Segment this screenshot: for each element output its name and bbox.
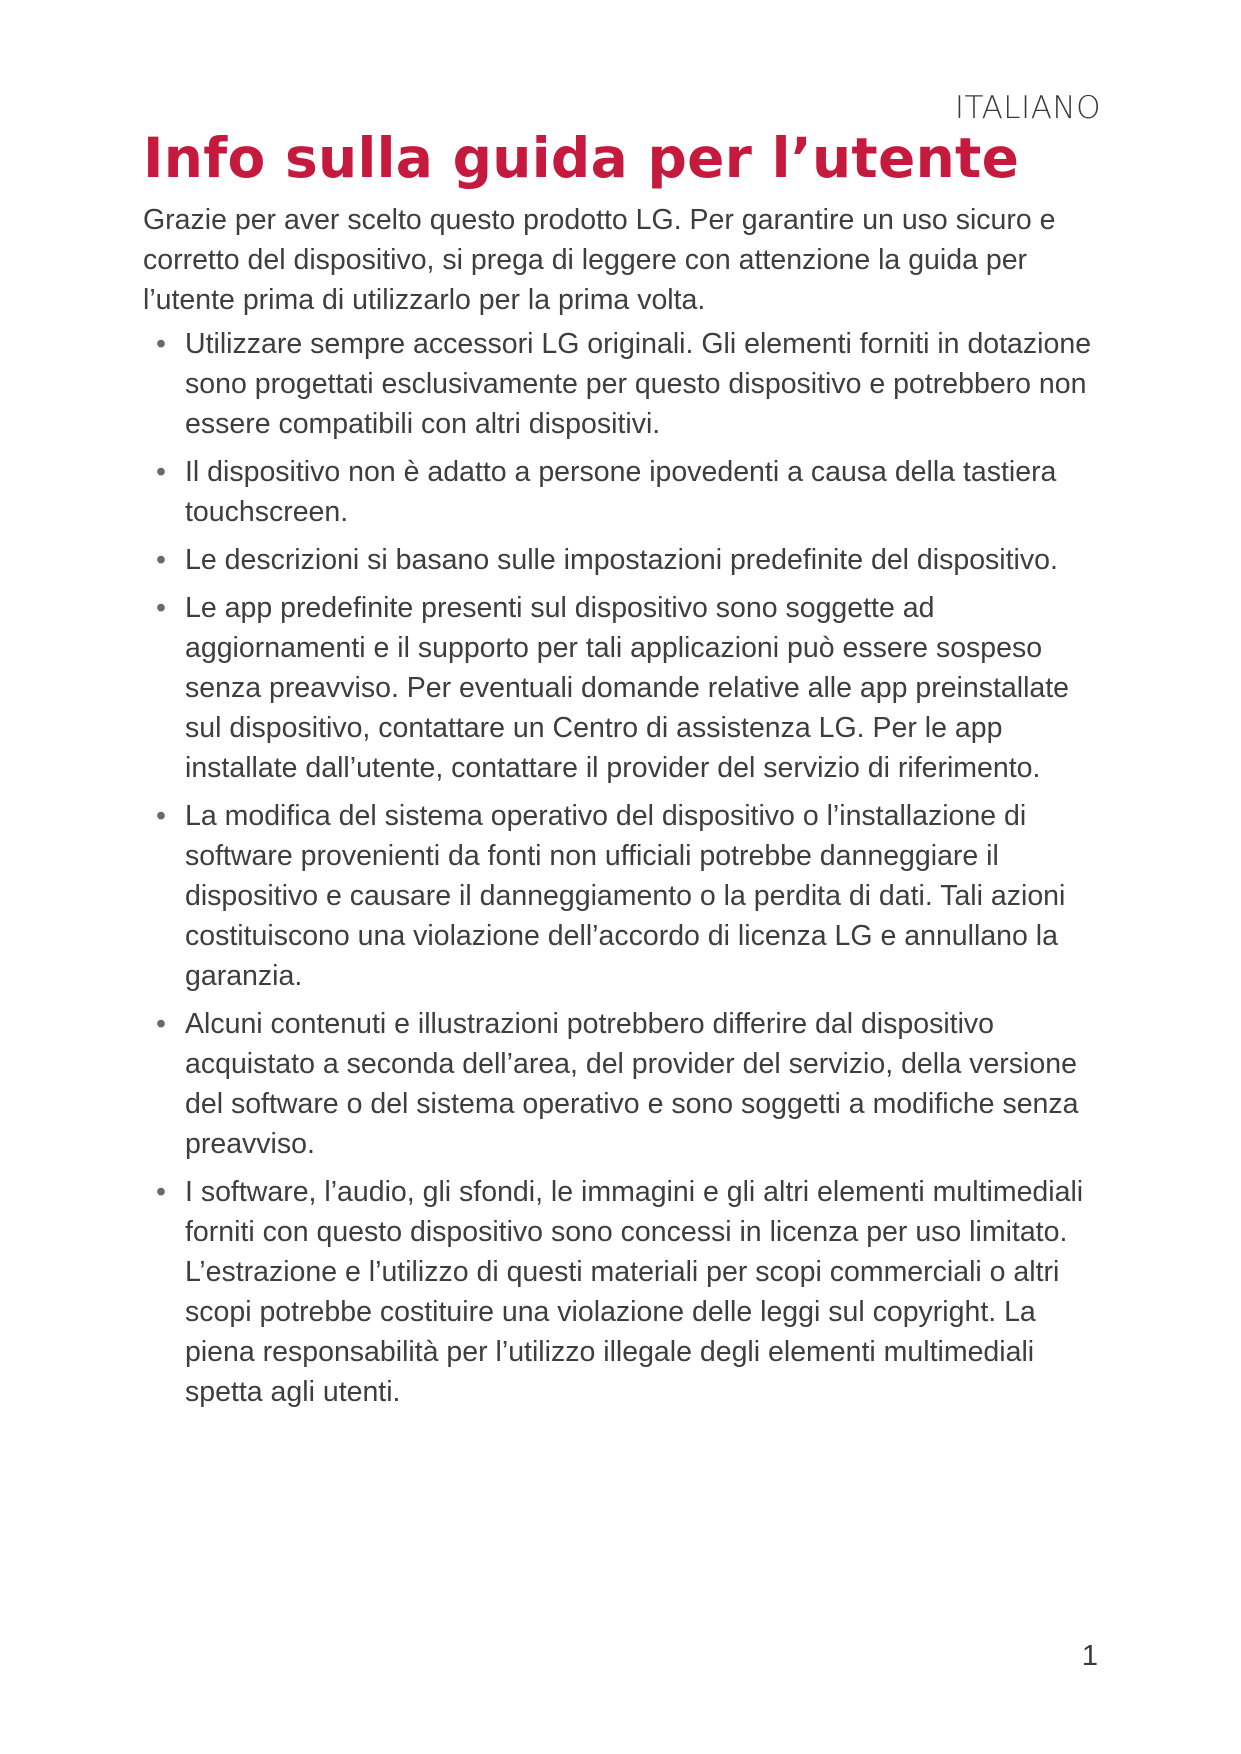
bullet-item <box>143 796 1103 996</box>
bullet-list <box>143 324 1103 1420</box>
bullet-text: Alcuni contenuti e illustrazioni potrebbero differire dal dispositivo acquistato a seconda dell’area, del provider del servizio, della versione del software o del sistema operativo e sono soggetti a modifiche senza preavviso. <box>185 1008 1079 1160</box>
bullet-icon: • <box>156 800 166 832</box>
bullet-icon: • <box>156 1008 166 1040</box>
page-number: 1 <box>1081 1640 1098 1672</box>
bullet-text: La modifica del sistema operativo del dispositivo o l’installazione di software provenienti da fonti non ufficiali potrebbe danneggiare il dispositivo e causare il danneggiamento o la perdita di dati. Tali azioni costituiscono una violazione dell’accordo di licenza LG e annullano la garanzia. <box>185 800 1066 992</box>
bullet-item <box>143 1004 1103 1164</box>
bullet-icon: • <box>156 328 166 360</box>
intro-paragraph: Grazie per aver scelto questo prodotto LG. Per garantire un uso sicuro e corretto del dispositivo, si prega di leggere con attenzione la guida per l’utente prima di utilizzarlo per la prima volta. <box>143 204 1056 316</box>
bullet-text: I software, l’audio, gli sfondi, le immagini e gli altri elementi multimediali forniti con questo dispositivo sono concessi in licenza per uso limitato. L’estrazione e l’utilizzo di questi materiali per scopi commerciali o altri scopi potrebbe costituire una violazione delle leggi sul copyright. La piena responsabilità per l’utilizzo illegale degli elementi multimediali spetta agli utenti. <box>185 1176 1084 1408</box>
bullet-text: Le descrizioni si basano sulle impostazioni predefinite del dispositivo. <box>185 544 1058 576</box>
bullet-item <box>143 540 1103 580</box>
bullet-text: Utilizzare sempre accessori LG originali. Gli elementi forniti in dotazione sono progettati esclusivamente per questo dispositivo e potrebbero non essere compatibili con altri dispositivi. <box>185 328 1092 440</box>
page-title: Info sulla guida per l’utente <box>143 126 1020 190</box>
bullet-icon: • <box>156 544 166 576</box>
language-label: ITALIANO <box>954 90 1101 126</box>
bullet-icon: • <box>156 1176 166 1208</box>
bullet-text: Il dispositivo non è adatto a persone ipovedenti a causa della tastiera touchscreen. <box>185 456 1057 528</box>
bullet-item <box>143 452 1103 532</box>
bullet-icon: • <box>156 456 166 488</box>
bullet-item <box>143 588 1103 788</box>
bullet-text: Le app predefinite presenti sul dispositivo sono soggette ad aggiornamenti e il supporto per tali applicazioni può essere sospeso senza preavviso. Per eventuali domande relative alle app preinstallate sul dispositivo, contattare un Centro di assistenza LG. Per le app installate dall’utente, contattare il provider del servizio di riferimento. <box>185 592 1070 784</box>
bullet-item <box>143 1172 1103 1412</box>
bullet-item <box>143 324 1103 444</box>
bullet-icon: • <box>156 592 166 624</box>
